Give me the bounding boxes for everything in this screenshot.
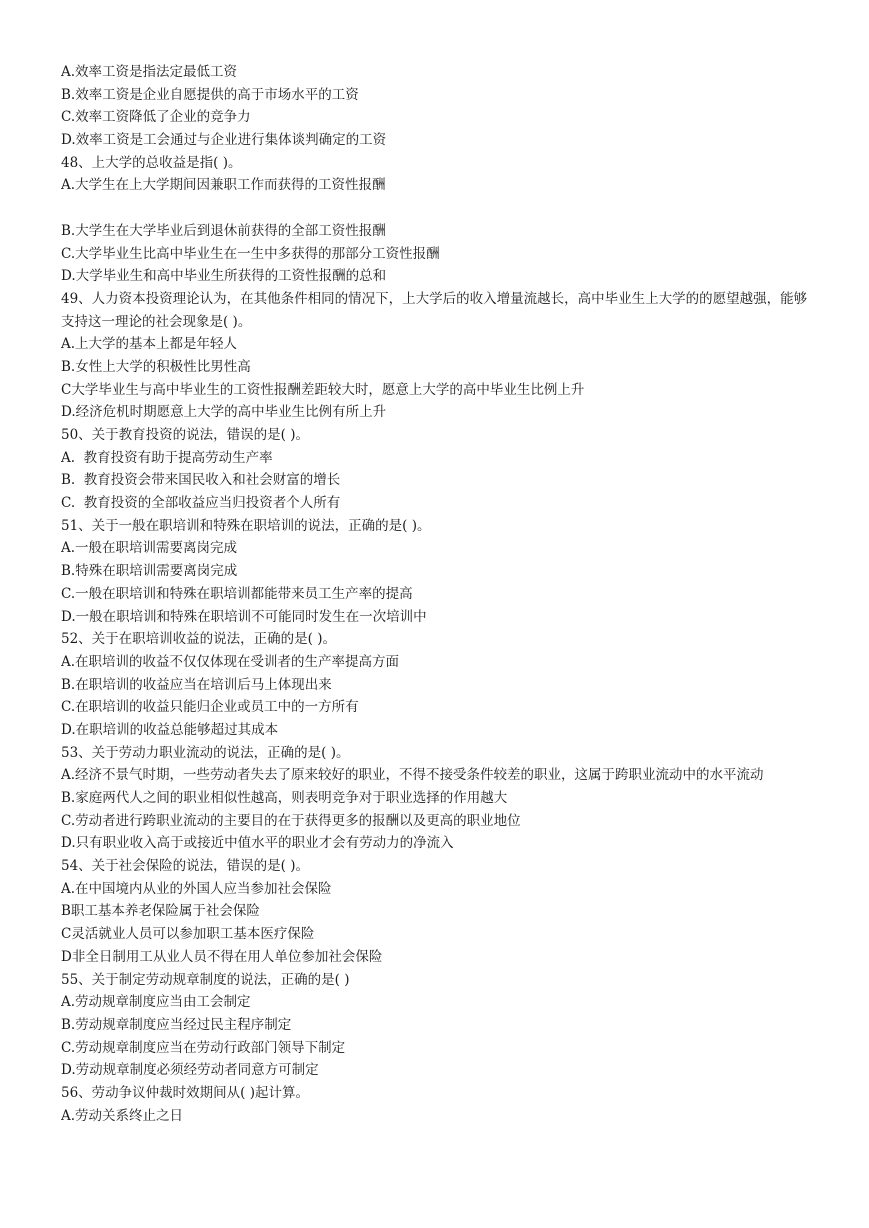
option-49-b: B.女性上大学的积极性比男性高: [61, 358, 251, 375]
question-48: 48、上大学的总收益是指( )。: [61, 154, 242, 171]
option-53-c: C.劳动者进行跨职业流动的主要目的在于获得更多的报酬以及更高的职业地位: [61, 812, 521, 829]
option-47-c: C.效率工资降低了企业的竞争力: [61, 109, 251, 126]
question-55: 55、关于制定劳动规章制度的说法，正确的是( ): [61, 971, 350, 988]
option-55-b: B.劳动规章制度应当经过民主程序制定: [61, 1016, 292, 1033]
option-55-a: A.劳动规章制度应当由工会制定: [61, 994, 251, 1011]
question-53: 53、关于劳动力职业流动的说法，正确的是( )。: [61, 744, 350, 761]
option-53-b: B.家庭两代人之间的职业相似性越高，则表明竞争对于职业选择的作用越大: [61, 790, 508, 807]
option-54-d: D非全日制用工从业人员不得在用人单位参加社会保险: [61, 948, 383, 965]
option-48-a: A.大学生在上大学期间因兼职工作而获得的工资性报酬: [61, 177, 386, 194]
option-51-b: B.特殊在职培训需要离岗完成: [61, 563, 238, 580]
option-52-c: C.在职培训的收益只能归企业或员工中的一方所有: [61, 699, 359, 716]
option-49-a: A.上大学的基本上都是年轻人: [61, 336, 238, 353]
option-48-c: C.大学毕业生比高中毕业生在一生中多获得的那部分工资性报酬: [61, 245, 440, 262]
option-52-d: D.在职培训的收益总能够超过其成本: [61, 721, 279, 738]
option-55-d: D.劳动规章制度必须经劳动者同意方可制定: [61, 1062, 319, 1079]
question-50: 50、关于教育投资的说法，错误的是( )。: [61, 427, 310, 444]
option-48-b: B.大学生在大学毕业后到退休前获得的全部工资性报酬: [61, 222, 386, 239]
question-54: 54、关于社会保险的说法，错误的是( )。: [61, 858, 310, 875]
option-48-d: D.大学毕业生和高中毕业生所获得的工资性报酬的总和: [61, 268, 387, 285]
option-51-a: A.一般在职培训需要离岗完成: [61, 540, 238, 557]
option-52-a: A.在职培训的收益不仅仅体现在受训者的生产率提高方面: [61, 653, 400, 670]
option-55-c: C.劳动规章制度应当在劳动行政部门领导下制定: [61, 1039, 346, 1056]
option-52-b: B.在职培训的收益应当在培训后马上体现出来: [61, 676, 332, 693]
document-page: [61, 61, 813, 1127]
option-47-a: A.效率工资是指法定最低工资: [61, 64, 238, 80]
question-56: 56、劳动争议仲裁时效期间从( )起计算。: [61, 1084, 310, 1101]
option-50-a: A. 教育投资有助于提高劳动生产率: [61, 449, 273, 466]
question-51: 51、关于一般在职培训和特殊在职培训的说法，正确的是( )。: [61, 517, 431, 534]
option-49-d: D.经济危机时期愿意上大学的高中毕业生比例有所上升: [61, 404, 387, 421]
option-54-c: C灵活就业人员可以参加职工基本医疗保险: [61, 926, 315, 943]
question-52: 52、关于在职培训收益的说法，正确的是( )。: [61, 631, 337, 648]
question-49: 49、人力资本投资理论认为，在其他条件相同的情况下，上大学后的收入增量流越长，高中毕业生上大学的的愿望越强，能够支持这一理论的社会现象是( )。: [61, 290, 808, 330]
option-47-b: B.效率工资是企业自愿提供的高于市场水平的工资: [61, 86, 359, 103]
option-51-c: C.一般在职培训和特殊在职培训都能带来员工生产率的提高: [61, 585, 413, 602]
blank-gap: [61, 197, 813, 220]
option-49-c: C大学毕业生与高中毕业生的工资性报酬差距较大时，愿意上大学的高中毕业生比例上升: [61, 381, 585, 398]
option-47-d: D.效率工资是工会通过与企业进行集体谈判确定的工资: [61, 132, 387, 149]
option-53-a: A.经济不景气时期，一些劳动者失去了原来较好的职业，不得不接受条件较差的职业，这属于跨职业流动中的水平流动: [61, 767, 764, 784]
option-54-a: A.在中国境内从业的外国人应当参加社会保险: [61, 880, 332, 897]
option-56-a: A.劳动关系终止之日: [61, 1107, 184, 1124]
option-50-b: B. 教育投资会带来国民收入和社会财富的增长: [61, 472, 341, 489]
option-50-c: C. 教育投资的全部收益应当归投资者个人所有: [61, 495, 341, 512]
option-54-b: B职工基本养老保险属于社会保险: [61, 903, 260, 920]
option-53-d: D.只有职业收入高于或接近中值水平的职业才会有劳动力的净流入: [61, 835, 454, 852]
option-51-d: D.一般在职培训和特殊在职培训不可能同时发生在一次培训中: [61, 608, 427, 625]
